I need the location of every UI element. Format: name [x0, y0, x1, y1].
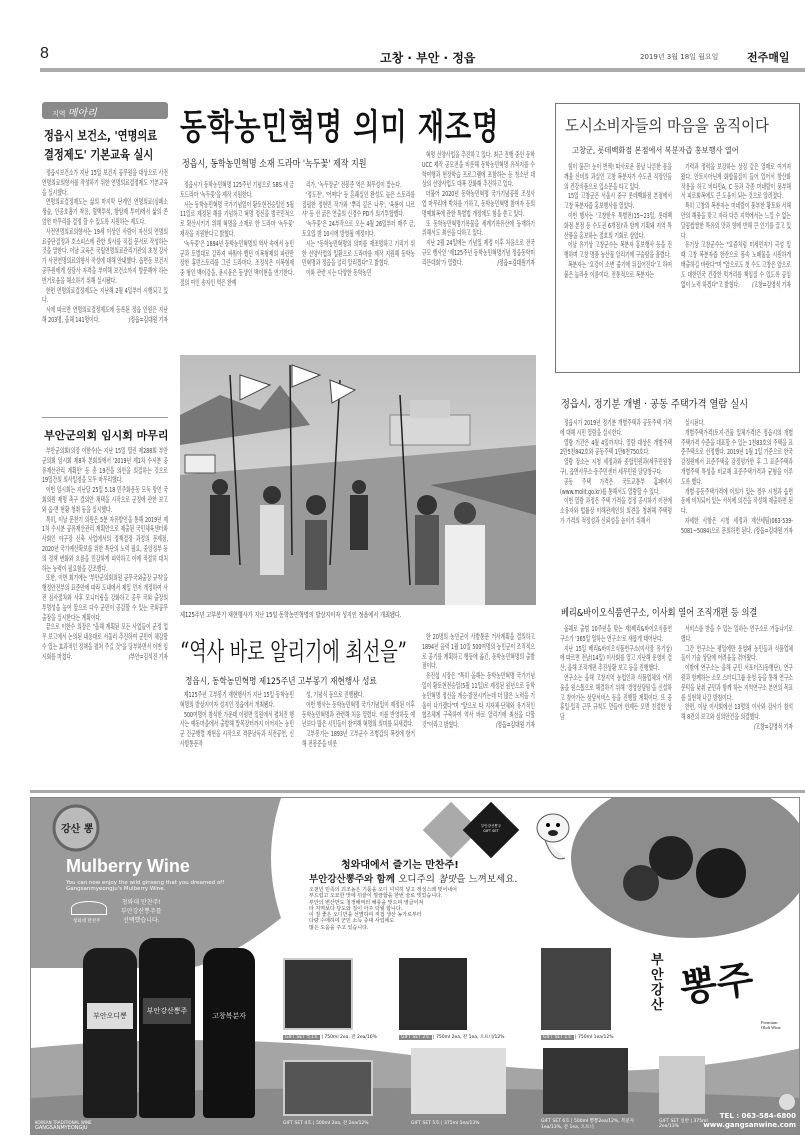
paragraph: 500여명이 참석한 가운데 이평면 일원에서 펼쳐진 행사는 예동마을에서 출발해 말목장터까지 이어지는 농민군 진군행렬 재현을 시작으로 격문낭독과 식전공연, 신사발통문작 — [180, 709, 294, 748]
page-number: 8 — [40, 45, 49, 62]
bottle-label: 부안강산뽕주 — [143, 998, 191, 1024]
paragraph-text: 한편, 이날 이사회에선 13명의 이사와 감사가 참석해 8건의 보고와 심의안건을 의결했다. — [681, 702, 793, 722]
divider — [42, 417, 168, 418]
paper-name: 전주매일 — [747, 51, 790, 64]
paragraph: 개별·공동주택가격에 이의가 있는 경우 시청과 읍면동에 비치되어 있는 서식에 의견을 작성해 제출하면 된다. — [681, 486, 793, 516]
paragraph-text: 끝으로 이한수 의장은 "올해 계획된 모든 사업들이 군정 업무 보고에서 논의된 내용대로 서둘러 추진하여 군민이 체감할 수 있는 효과적인 정책을 펼쳐 주길 것"을 당부하면서 이번 임시회를 마쳤다. — [42, 622, 168, 661]
paragraph: 지난 15일 베리&바이오식품연구소(이사장 유기상)에 따르면 전날(14일) 이사회를 열고 지난해 운영비 결산, 올해 조직개편 추진상황 보고 등을 진행했다. — [560, 643, 672, 673]
text-line: 청와대 만찬주! — [121, 899, 161, 906]
gift-set-image — [399, 958, 467, 1030]
paragraph: 시는 동학농민혁명 국가기념일이 황토현전승일인 5월 11일로 제정된 해를 기념하고 혁명 정신을 범국민적으로 확산시키기 위해 혁명을 소재로 한 드라마 '녹두꽃' 제작을 지원한다고 밝혔다. — [180, 199, 294, 238]
secondary-article-col-1 — [180, 690, 294, 788]
gift-tag: GIFT SET 2호 — [401, 1035, 430, 1040]
paragraph: 기력과 정력을 보강하는 상징 같은 열매로 여겨져 왔다. 안토시아닌계 화합물질이 들어 있어서 항산화 작용을 하고 비타민A, C 등과 각종 미네랄이 풍부해서 피로회복에도 큰 도움이 되는 것으로 알려졌다. — [681, 162, 791, 201]
paragraph — [681, 516, 793, 536]
gift-caption: GIFT SET 2호 | 750ml 2ea, 잔 1ea, 오프너/12% — [401, 1035, 505, 1040]
tagline-line: You can now enjoy the wild ginseng that you dreamed of! — [66, 880, 225, 886]
text: 참맛 — [437, 874, 457, 885]
paragraph: 복분자는 '요강이 소변 줄기에 뒤집어진다'고 하여 붙은 놀라운 이름이다. 전통적으로 복분자는 — [564, 259, 672, 279]
section-title: 고창 · 부안 · 정읍 — [380, 51, 476, 65]
paragraph: 이번 임시회는 지난달 25일 5.18 민주화운동 모독 망언 국회의원 제명 촉구 결의안 채택을 시작으로 군정에 관한 보고와 읍·면 현황 청취 등을 실시했다. — [42, 485, 168, 514]
ad-separator — [30, 790, 805, 793]
feature-subhead: 고창군, 롯데백화점 본점에서 복분자즙 홍보행사 열어 — [572, 146, 739, 155]
gift-spec: 750ml 2ea, 잔 1ea, 오프너/12% — [435, 1035, 505, 1040]
paragraph: 제125주년 고부봉기 재현행사가 지난 15일 동학농민혁명의 발상지이자 성지인 정읍에서 개최됐다. — [180, 690, 294, 709]
gift-caption: GIFT SET 4호 | 500ml 2ea, 잔 2ea/12% — [283, 1121, 369, 1126]
paragraph: 개별주택가격(토지·건물 일체가격)은 정읍시의 개별주택가격 수준을 대표할 수 있는 1천83호의 주택을 표준주택으로 선정했다. 2019년 1월 1일 기준으로 한국감정원에서 표준주택을 감정평가한 후 그 표준주택과 개별주택 특성을 비교해 표준주택가격과 균형을 이루도록 했다. — [681, 427, 793, 486]
tagline-line: Gangsanmyeongju's Mulberry Wine. — [66, 886, 166, 892]
gift-spec: 375ml 2ea/13% — [659, 1119, 708, 1129]
secondary-article-col-3 — [422, 632, 535, 788]
label-text: 메아리 — [67, 108, 97, 119]
paragraph-text: 지난 2월 24일에는 기념일 제정 이후 처음으로 전국 규모 행사인 '제125주년 동학농민혁명기념 정읍동학미리뜬대회'가 열렸다. — [422, 238, 535, 267]
paragraph: 부안군의회(의장 이한수)는 지난 15일 열린 제288회 부안군의회 임시회 제8차 본회의에서 '2019년 제1차 수시분 공유재산관리 계획안' 등 총 19건을 의안을 의결하는 것으로 19일간의 의사일정을 모두 마무리했다. — [42, 446, 168, 485]
secondary-headline: “역사 바로 알리기에 최선을” — [180, 637, 407, 666]
section-label — [42, 102, 168, 119]
ad-headline-1: 청와대에서 즐기는 만찬주! — [341, 860, 459, 871]
text: 부 — [651, 953, 664, 968]
website: www.gangsanwine.com — [703, 1121, 796, 1129]
main-subhead: 정읍시, 동학농민혁명 소재 드라마 '녹두꽃' 제작 지원 — [182, 159, 367, 170]
gift-spec: 750ml 2ea, 잔 2ea/16% — [324, 1035, 377, 1040]
paragraph: 정읍시보건소가 지난 15일 보건지 공무원을 대상으로 사전연명의료의향서를 작성하기 위한 연명의료결정제도 기본교육을 실시했다. — [42, 168, 168, 197]
text-line: 타 지역보다 당도와 질이 아주 탁월 합니다. — [309, 905, 403, 912]
text: 을 느껴보세요. — [456, 874, 518, 885]
gift-set-image — [659, 1056, 705, 1114]
bottle — [203, 948, 255, 1118]
paragraph-text: 유기상 고창군수는 "요즘처럼 미세먼지가 극성 일 때 고창 복분자즙 한잔으로 몸속 노폐물을 시원하게 배출하길 바란다"며 "앞으로도 첫 수도 고창은 앞으로도 대한민국 건강한 먹거리를 책임질 수 있도록 공임없이 노력 하겠다"고 밝혔다. — [681, 240, 791, 289]
ad-title: Mulberry Wine — [66, 856, 190, 876]
text-line: 부안강산뽕주 — [480, 824, 502, 828]
paragraph-text: 자세한 사항은 시청 세정과 재산세팀(063-539-5081~5084)으로 문의하면 된다. — [681, 515, 793, 535]
main-article-col-3 — [422, 150, 535, 350]
ad-headline-2 — [309, 871, 517, 885]
gift-tag: GIFT SET 일반 — [659, 1119, 690, 1124]
brand-calligraphy — [651, 953, 664, 1013]
header-rule — [40, 68, 805, 72]
text: 부안강산뽕주와 함께 — [309, 874, 399, 885]
paragraph: 이번 열람 과정은 주택 가격을 결정 공시하기 이전에 소유자와 법률상 이해관계인의 의견을 청취해 주택평가 가격의 적정성과 신뢰성을 높이기 위해서 — [560, 496, 672, 525]
gift-spec: 375ml 5ea/13% — [443, 1121, 480, 1126]
paragraph: 성, 기념식 등으로 진행됐다. — [305, 690, 364, 699]
paragraph: 열람 장소는 시청 세정과와 종합민원과(세무민원창구), 읍면사무소·동주민센터 세무민원 담당창구다. — [560, 457, 672, 476]
paragraph: 리가, '녹두장군' 전봉준 역은 최무성이 맡는다. — [305, 180, 402, 189]
paragraph: 힘이 불끈! 눈이 번쩍! 따사로운 봄날 나른한 몸을 깨울 신비의 과실인 고창 복분자가 수도권 직장인들의 건강식품으로 입소문을 타고 있다. — [564, 162, 672, 191]
headline-left-1 — [44, 126, 157, 164]
gift-caption: GIFT SET 6호 | 500ml 뽕뽕2ea/12%, 복분자1ea/13%, 잔 1ea, 오프너 — [541, 1119, 635, 1130]
text-line: GIFT SET — [483, 829, 499, 833]
gift-spec: 500ml 2ea, 잔 2ea/12% — [315, 1121, 369, 1126]
main-article-col-2 — [302, 180, 415, 350]
paragraph: 이번 행사는 '고창한우 특별전(15~23일, 롯데백화점 본점 등 수도권 6개점)'과 함께 기획돼 지역 특산품을 홍보하는 절호의 기회로 삼았다. — [564, 210, 672, 240]
gift-tag: GIFT SET 5호 — [411, 1121, 440, 1126]
text: 안 — [651, 968, 664, 983]
byline: /고창=김영식 기자 — [753, 721, 793, 731]
paragraph: 올해로 출범 10주년을 맞는 재)베리&바이오식품연구소가 '365일 일하는 연구소'로 새롭게 태어난다. — [560, 624, 672, 643]
article-body-left-2 — [42, 446, 168, 787]
text-line: 이 질 좋은 오디만을 선별하여 직접 생산 농가로부터 — [309, 912, 422, 919]
gift-caption: GIFT SET 일반 | 375ml 2ea/13% — [659, 1119, 708, 1129]
headline-line: 결정제도' 기본교육 실시 — [44, 147, 154, 162]
news-photo — [180, 355, 536, 605]
paragraph: 사전연명의료의향서는 19세 이상인 사람이 자신의 연명의료중단결정과 호스피스에 관한 의사를 직접 문서로 작성하는 것을 말한다. 이날 교육은 국립연명의료관리기관의 초청 강사가 사전연명의료의향서 작성에 대해 안내했다. 읍면동 보건지 공무원에게 상담사 자격을 부여해 보건소까지 방문해야 하는 번거로움을 해소하기 위해 실시됐다. — [42, 226, 168, 285]
main-headline: 동학농민혁명 의미 재조명 — [180, 108, 500, 148]
main-article-col-1 — [180, 180, 294, 350]
text-line: 부안강산뽕주를 — [121, 908, 162, 915]
text: Premium — [761, 1020, 778, 1025]
premium-label — [761, 1020, 781, 1030]
text-line: 부안의 변산반도 청정해역의 해풍을 맞으며 영글어져 — [309, 899, 424, 906]
label-prefix: 지역 — [52, 110, 66, 118]
bluehouse-text — [121, 898, 162, 925]
gift-set-image — [541, 948, 611, 1030]
gift-caption: GIFT SET 1호 | 750ml 1ea/12% — [543, 1035, 614, 1040]
bottle-label: 고창복분자 — [212, 1012, 246, 1020]
paragraph: 공동 주택 가격은 국토교통부 홈페이지(www.molit.go.kr)를 통해서도 열람할 수 있다. — [560, 476, 672, 496]
company-label — [35, 1120, 92, 1131]
institute-col-2 — [681, 624, 793, 788]
headline-line: 정읍시 보건소, '연명의료 — [44, 128, 158, 143]
paragraph: 연명의료결정제도는 삶의 마지막 단계인 연명의료(심폐소생술, 인공호흡기 착용, 혈액투석, 항암제 투여)에서 삶의 존엄한 마무리를 결정 할 수 있도록 지원하는 제도다. — [42, 197, 168, 226]
text: Ohdi Wine — [761, 1025, 781, 1030]
gift-caption: GIFT SET 특1호 | 750ml 2ea, 잔 2ea/16% — [285, 1035, 377, 1040]
paragraph: 또한, 이번 회기에는 '부안군의회의원 공무국외출장 규칙'을 행정안전부의 표준안에 따라 도내에서 제일 먼저 개정하여 사전 심사절차와 사후 모니터링을 강화하고 공무 국외 출장의 투명성을 높여 앞으로 다수 군민이 공감할 수 있는 국외공무출장을 실시한다는 계획이다. — [42, 573, 168, 622]
gift-set-image — [411, 1048, 506, 1114]
diamond-label — [471, 824, 511, 833]
gift-spec: 500ml 뽕뽕2ea/12%, 복분자1ea/13%, 잔 1ea, 오프너 — [541, 1119, 635, 1130]
paragraph: 특히 고창의 복분자는 미네랄이 풍부한 황토와 서해안의 해풍을 맞고 자라 다른 지역에서는 느낄 수 없는 달콤쌉쌀한 특유의 맛과 향에 반해 큰 인기를 끌고 있다. — [681, 201, 791, 240]
paragraph: 실시된다. — [684, 418, 705, 427]
advertisement — [30, 797, 800, 1135]
byline: /부안=김석진 기자 — [128, 651, 168, 661]
bottle — [139, 938, 195, 1118]
text-line: 많은 도움을 주고 있습니다. — [309, 924, 369, 931]
text-line: 다량 수매하여 군민 소득 증대 사업에도 — [309, 918, 395, 925]
paragraph — [422, 238, 535, 267]
paragraph — [42, 622, 168, 661]
paragraph: 시는 "동학농민혁명의 의미를 재조명하고 기리기 위한 선양사업의 일환으로 드라마를 제작 지원해 동학농민혁명과 정읍을 널리 알리겠다"고 밝혔다. — [302, 238, 415, 268]
paragraph: 15일 고창군은 서울시 중구 롯데백화점 본점에서 고창 복분자즙 홍보행사를 열었다. — [564, 191, 672, 211]
text-line: 부드럽고 오묘한 맛에 뒤끝이 깔끔함을 한번 술로 빚었습니다. — [309, 893, 443, 900]
gift-caption: GIFT SET 5호 | 375ml 5ea/13% — [411, 1121, 480, 1126]
brand-seal-icon — [779, 1094, 795, 1110]
institute-col-1 — [560, 624, 672, 788]
housing-headline: 정읍시, 정기분 개별 · 공동 주택가격 열람 실시 — [561, 398, 749, 410]
paragraph: '정도전', '어쩌다' 등 흔쾌실인 완성도 높은 스토리를 집필한 정현민 작가와 '뿌리 깊은 나무', '육룡이 나르샤' 등 선 굵은 연출의 신경수 PD가 의기투합했다. — [302, 189, 415, 219]
feature-col-2 — [681, 162, 791, 369]
feature-headline: 도시소비자들의 마음을 움직이다 — [565, 116, 769, 135]
brand-calligraphy-large: 뽕주 — [677, 955, 757, 1011]
text-line: 선택했습니다. — [122, 917, 160, 924]
text: 오디주의 — [398, 874, 438, 885]
paragraph: 한 20명의 농민군이 사발통문 거사계획을 결의하고 1894년 음력 1월 10일 500여명의 농민군이 조직적으로 공기를 계획하고 행동에 옮긴, 동학농민혁명의 출발점이다. — [422, 632, 535, 671]
byline: /정읍=김대원 기자 — [495, 720, 535, 730]
bluehouse-icon — [71, 901, 107, 915]
gift-spec: 750ml 1ea/12% — [577, 1035, 614, 1040]
article-body-left-1 — [42, 168, 168, 414]
gift-set-image — [283, 1060, 373, 1116]
paragraph: 더불어 2020년 동학농민혁명 국가기념공원 조성사업 마무리에 박차를 가하고, 동학농민혁명 참여자 등의 명예회복에 관한 특별법 개정에도 힘을 쏟고 있다. — [422, 189, 535, 218]
bottle-label: 부안오디뽕 — [87, 1003, 133, 1029]
gift-set-image — [543, 1048, 628, 1114]
paragraph: 이밖에 연구소는 올해 군민 서포터즈(동행단), 연구원과 함께하는 소모 스터디그룹 운영 등을 통해 연구소 문턱을 낮춰 군민과 함께 하는 지역연구소 본연의 목표를 실현해 나갈 방침이다. — [681, 663, 793, 702]
bluehouse-label: 청와대 만찬주 — [73, 919, 101, 924]
paragraph: 이날 유기상 고창군수는 복분자 홍보행사 등을 진행하며 고창 명품 농산물 알리기에 구슬땀을 흘렸다. — [564, 240, 672, 260]
paragraph: 한편 연명의료결정제도는 지난해 2월 4일부터 시행되고 있다. — [42, 285, 168, 305]
paragraph: 특히, 이날 문찬기 의원은 5분 자유발언을 통해 2019년 제1차 수시분 공유재산관리 계획안으로 제출된 국민체육센터와 사회인 야구장 신축 사업에서의 정책결정 과정의 문제점, 2020년 국가예산확보를 위한 특단의 노력 필요, 중앙정부 등의 정책 변화와 흐름을 민감하게 파악하고 이에 적절히 대처하는 능력이 필요함을 강조했다. — [42, 514, 168, 573]
text: 산 — [651, 998, 664, 1013]
text-line: 오천년 민족의 괴조높은 기품을 오디 넉넉히 넣고 정성스레 빚어내어 — [309, 887, 457, 893]
headline-left-2: 부안군의회 임시회 마무리 — [44, 429, 169, 442]
paragraph: '녹두꽃'은 24부작으로 오는 4월 26일부터 매주 금, 토요일 밤 10시에 방영될 예정이다. — [302, 219, 415, 238]
byline: /고창=김영식 기자 — [751, 279, 791, 289]
paragraph: 그간 연구소는 평일에만 운영돼 농민들과 식품업체들이 기술 상담에 어려움을 겪어왔다. — [681, 643, 793, 663]
gift-tag: GIFT SET 6호 — [541, 1119, 570, 1124]
paragraph: 정읍시가 2019년 정기분 개별주택과 공동주택 가격에 대해 시민 열람을 실시한다. — [560, 418, 672, 437]
paragraph: 이번 행사는 동학농민혁명 국가기념일이 제정된 이후 동학농민혁명과 관련해 처음 열렸다. 이를 반영하듯 예년보다 많은 시민들이 참여해 혁명의 의미를 되새겼다. — [302, 699, 415, 729]
housing-col-2 — [681, 418, 793, 596]
issue-date: 2019년 3월 18일 월요일 — [640, 53, 719, 61]
gift-set-image — [283, 958, 353, 1030]
secondary-article-col-2 — [302, 690, 415, 788]
gift-tag: GIFT SET 1호 — [543, 1035, 572, 1040]
paragraph — [681, 702, 793, 731]
paragraph: 열람 기간은 4월 4일까지다. 열람 대상은 개별주택 2만5천842호와 공동주택 1만6천750호다. — [560, 437, 672, 457]
gift-tag: GIFT SET 특1호 — [285, 1035, 318, 1040]
bottle — [83, 948, 137, 1118]
paragraph — [681, 240, 791, 289]
paragraph-text: 유진섭 시장은 "특히 올해는 동학농민혁명 국가기념일이 황토현전승일(5월 11일)로 제정된 원년으로 동학농민혁명 정신을 계승·발전시키는데 더 많은 노력을 기울여 나가겠다"며 "앞으로 타 지자체·단체와 유기적인 협조체계 구축하여 역사 바로 알리기에 최선을 다할 것"이라고 밝혔다. — [422, 671, 535, 730]
byline: /정읍=김대원 기자 — [128, 314, 168, 324]
text-line: KOREAN TRADITIONAL WINE — [35, 1120, 92, 1125]
byline: /정읍=김대원기자 — [497, 257, 535, 267]
paragraph — [42, 305, 168, 325]
paragraph: 연구소는 올해 고창지역 농업인과 식품업체의 어려움을 원스톱으로 해결하기 위해 '경영상담팀'을 신설하고 찾아가는 상담서비스 등을 진행할 계획이다. 또 공휴일·일직 근무 규칙도 만들어 언제든 오면 친절한 상담 — [560, 672, 672, 722]
byline: /정읍=김대원 기자 — [753, 525, 793, 535]
paragraph: 또 동학농민혁명기록물을 세계기록유산에 등재하기 위해서도 최선을 다하고 있다. — [422, 218, 535, 238]
paragraph-text: 시에 따르면 연명의료결정제도에 등록된 정읍 인원은 지난해 203명, 올해 141명이다. — [42, 305, 168, 324]
secondary-subhead: 정읍시, 동학농민혁명 제125주년 고부봉기 재현행사 성료 — [185, 677, 377, 687]
photo-caption: 제125주년 고부봉기 재현행사가 지난 15일 동학농민혁명의 발상지이자 성지인 정읍에서 개최됐다. — [180, 611, 402, 619]
text-line: GANGSANMYEONGJU — [35, 1125, 88, 1131]
ad-tagline — [66, 880, 224, 892]
ad-description — [309, 887, 457, 931]
text: 강 — [651, 983, 664, 998]
phone-number: TEL : 063-584-6800 — [719, 1112, 796, 1120]
paragraph — [422, 671, 535, 730]
gift-tag: GIFT SET 4호 — [283, 1121, 312, 1126]
institute-headline: 베리&바이오식품연구소, 이사회 열어 조직개편 등 의결 — [561, 608, 758, 619]
paragraph: 서비스를 받을 수 있는 일하는 연구소로 거듭나기로 했다. — [681, 624, 793, 643]
feature-col-1 — [564, 162, 672, 369]
paragraph: 정읍시가 동학농민혁명 125주년 기념으로 SBS 새 금토드라마 '녹두꽃'을 제작 지원한다. — [180, 180, 294, 199]
paragraph: 이와 관련 시는 다양한 동학농민 — [305, 268, 372, 278]
paragraph: 혁명 선양사업을 추진하고 있다. 최근 진행 중인 동학 UCC 제작 공모전을 비롯해 동학농민혁명 유적지를 수학여행과 현장학습 프로그램에 포함하는 등 청소년 대상의 선양사업도 대폭 강화해 추진하고 있다. — [422, 150, 535, 189]
paragraph: '녹두꽃'은 1894년 동학농민혁명의 역사 속에서 농민군과 토벌대로 갈라져 싸워야 했던 이복형제의 파란만장한 휴먼스토리를 그린 드라마다. 조정석은 이복형제 중 형인 백이강을, 윤시윤은 동생인 백이현을 연기한다. 절의 여인 송자인 역은 한예 — [180, 238, 294, 287]
paragraph: 고부봉기는 1893년 고부군수 조병갑의 폭정에 항거해 전봉준을 비롯 — [302, 729, 415, 748]
housing-col-1 — [560, 418, 672, 596]
ad-logo: 강산 뽕 — [61, 824, 94, 835]
contact-info — [703, 1112, 796, 1130]
